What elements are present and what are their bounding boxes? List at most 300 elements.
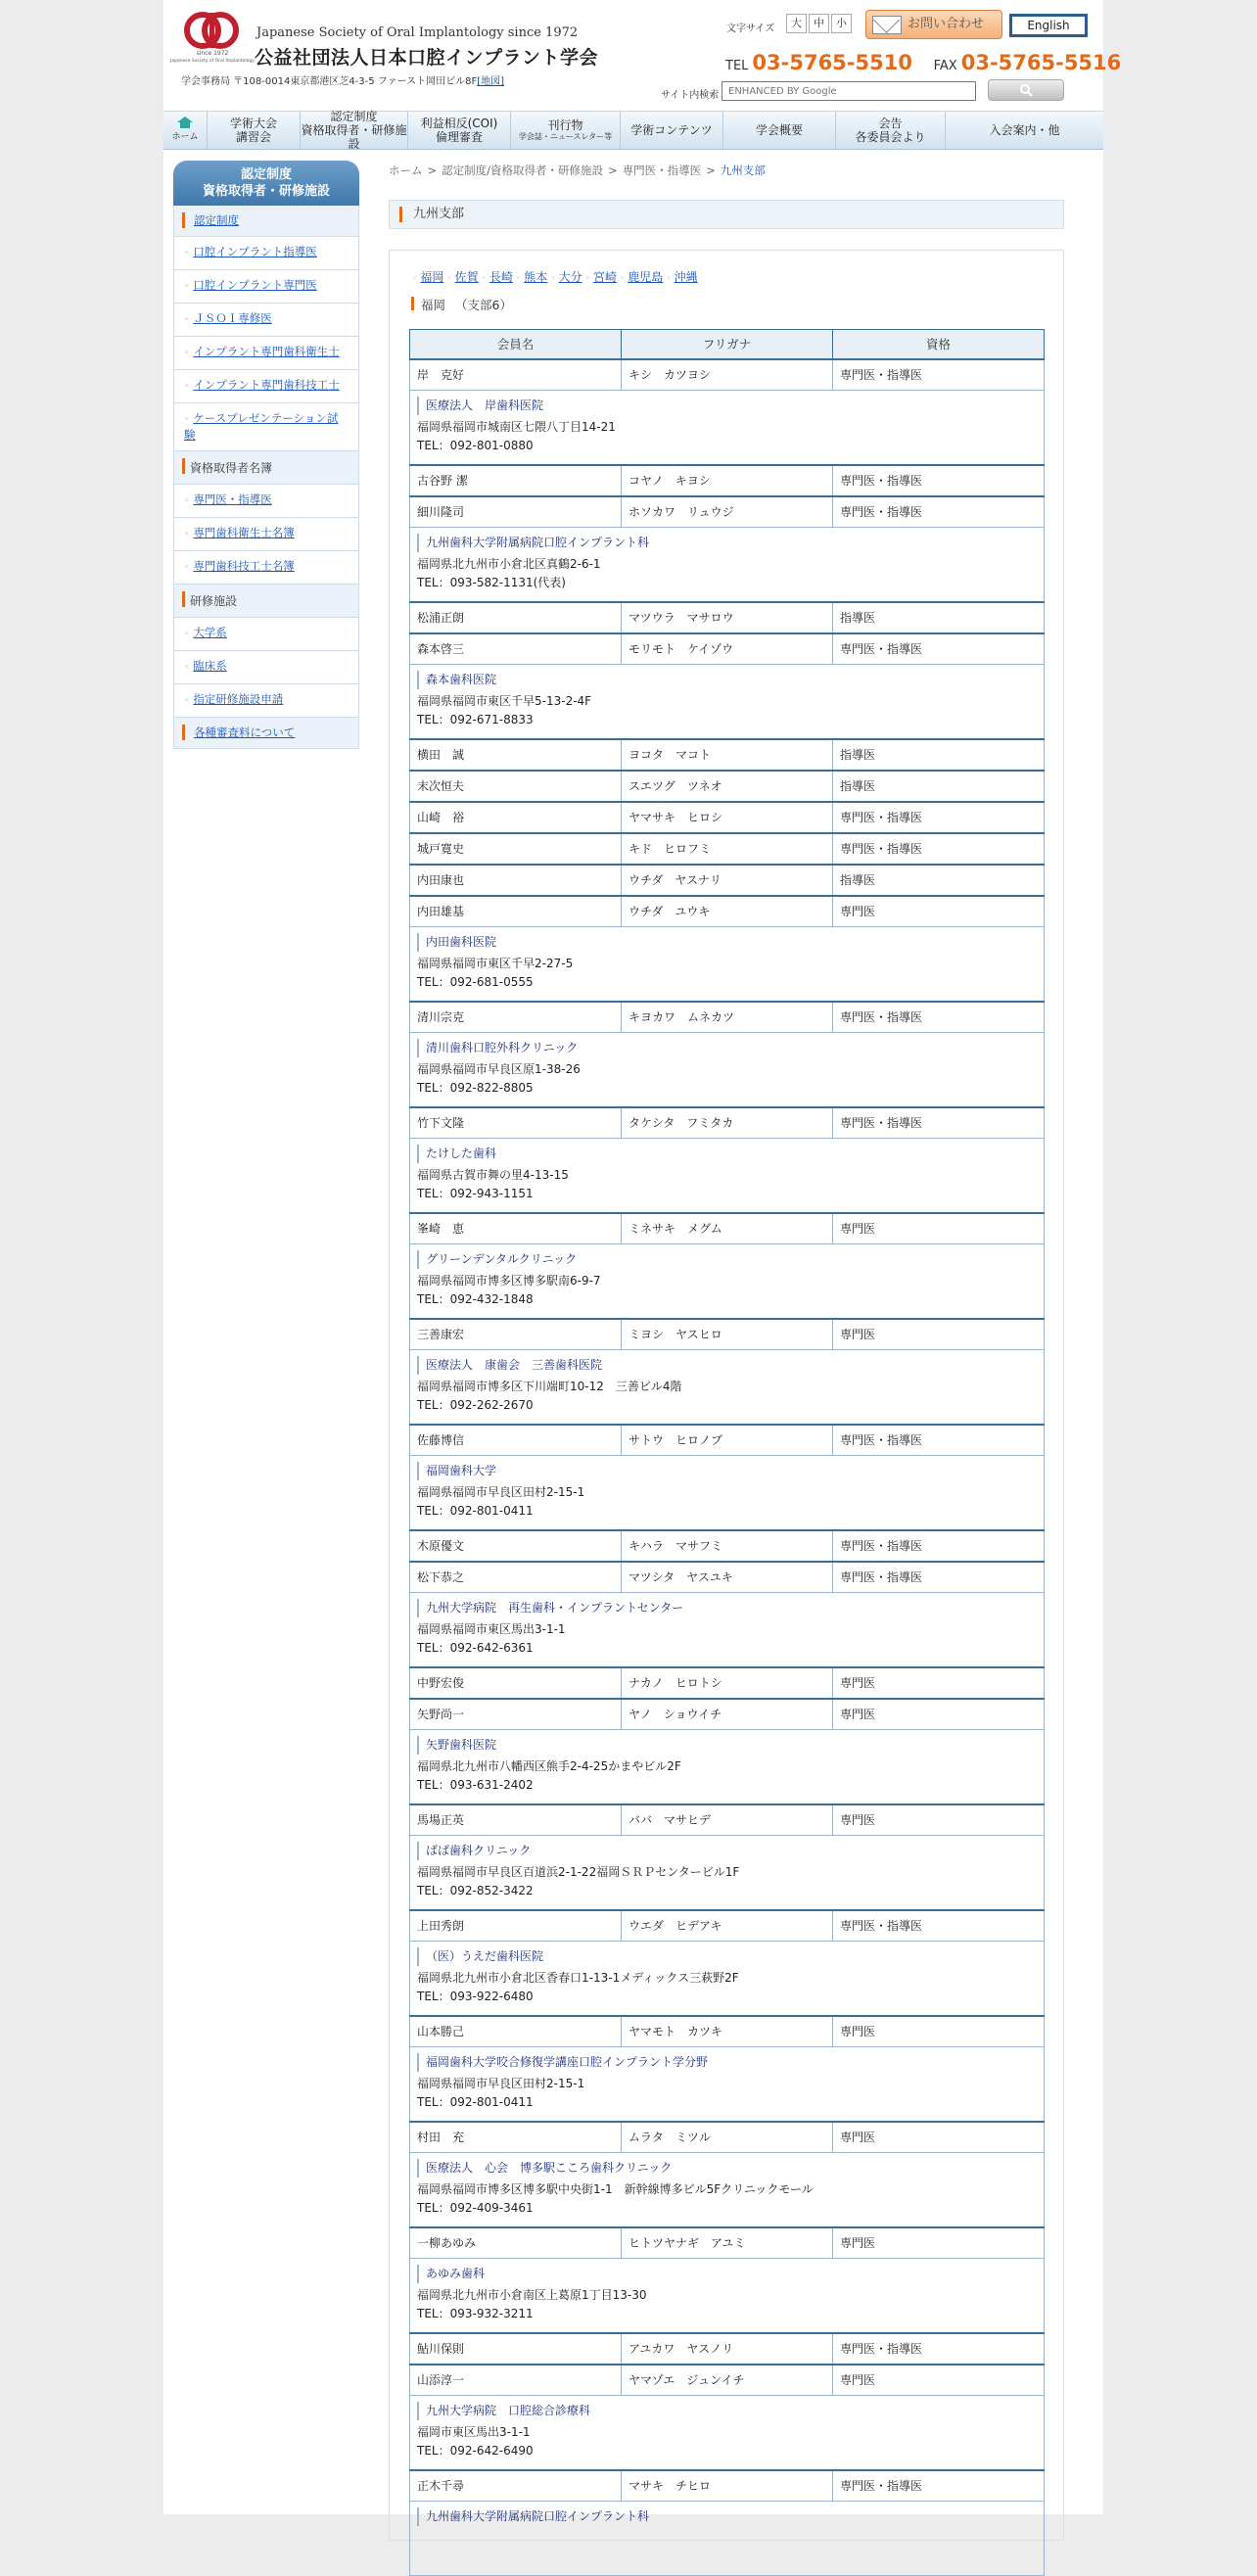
member-kana-cell: キヨカワ ムネカツ (622, 1002, 833, 1033)
member-kana-cell: ヤマモト カツキ (622, 2016, 833, 2047)
member-qualification-cell: 指導医 (833, 865, 1045, 896)
nav-sublabel: 学会誌・ニュースレター等 (518, 132, 613, 141)
sidebar-item-label: 大学系 (193, 626, 227, 639)
map-link[interactable]: [地図] (477, 76, 505, 87)
prefecture-link[interactable]: 熊本 (524, 270, 548, 284)
member-qualification-cell: 専門医 (833, 1804, 1045, 1836)
sidebar (173, 161, 359, 749)
members-table-body (410, 359, 1045, 2576)
member-name-cell: 正木千尋 (410, 2470, 622, 2502)
member-name-cell: 木原優文 (410, 1530, 622, 1562)
sidebar-item-label: 指定研修施設申請 (193, 692, 284, 706)
member-qualification-cell: 専門医・指導医 (833, 1002, 1045, 1033)
column-header-kana: フリガナ (622, 330, 833, 359)
member-qualification-cell: 専門医・指導医 (833, 802, 1045, 833)
member-kana-cell: アユカワ ヤスノリ (622, 2333, 833, 2365)
breadcrumb-specialist[interactable]: 専門医・指導医 (622, 164, 702, 177)
clinic-row (410, 1033, 1045, 1107)
search-button[interactable] (988, 79, 1064, 101)
member-name-cell: 松下恭之 (410, 1562, 622, 1593)
members-table (409, 329, 1045, 2576)
tel-number: 03-5765-5510 (752, 51, 912, 74)
prefecture-links (409, 268, 698, 285)
clinic-name: 九州大学病院 口腔総合診療科 (417, 2402, 1037, 2420)
clinic-name: 内田歯科医院 (417, 933, 1037, 952)
english-button[interactable]: English (1009, 14, 1088, 37)
breadcrumb-current: 九州支部 (720, 164, 766, 177)
phone-fax-line (725, 51, 1121, 74)
member-kana-cell: ムラタ ミツル (622, 2122, 833, 2153)
bullet-icon: ◦ (550, 274, 556, 284)
sidebar-item-hygienist[interactable]: ◦ インプラント専門歯科衛生士 (173, 337, 359, 370)
clinic-row (410, 665, 1045, 739)
table-row (410, 1699, 1045, 1730)
clinic-row (410, 2396, 1045, 2470)
member-kana-cell: ババ マサヒデ (622, 1804, 833, 1836)
logo-japanese-text[interactable]: 公益社団法人日本口腔インプラント学会 (255, 47, 599, 69)
prefecture-link[interactable]: 沖縄 (674, 270, 698, 284)
table-row (410, 2016, 1045, 2047)
table-row (410, 1002, 1045, 1033)
member-qualification-cell: 専門医・指導医 (833, 1425, 1045, 1456)
contact-button[interactable] (865, 10, 1002, 39)
nav-label: 学術コンテンツ (630, 123, 713, 137)
clinic-cell (410, 1139, 1045, 1213)
clinic-cell (410, 2047, 1045, 2122)
member-kana-cell: キド ヒロフミ (622, 833, 833, 865)
sidebar-section-facilities: 研修施設 (173, 585, 359, 618)
clinic-cell (410, 1593, 1045, 1667)
member-qualification-cell: 専門医・指導医 (833, 359, 1045, 391)
column-header-qualification: 資格 (833, 330, 1045, 359)
member-kana-cell: ヤマゾエ ジュンイチ (622, 2365, 833, 2396)
clinic-row (410, 2047, 1045, 2122)
member-qualification-cell: 専門医・指導医 (833, 1910, 1045, 1942)
clinic-addr: 福岡県福岡市早良区田村2-15-1 (417, 1485, 585, 1499)
clinic-row (410, 1139, 1045, 1213)
member-kana-cell: ウチダ ヤスナリ (622, 865, 833, 896)
table-row (410, 1910, 1045, 1942)
clinic-addr: 福岡県古賀市舞の里4-13-15 (417, 1168, 569, 1182)
bullet-icon: ◦ (619, 274, 626, 284)
table-header-row (410, 330, 1045, 359)
nav-about[interactable] (723, 112, 836, 149)
site-header (163, 0, 1122, 111)
sidebar-item-label: インプラント専門歯科技工士 (193, 378, 340, 392)
table-row (410, 2470, 1045, 2502)
nav-academic-meetings[interactable] (208, 112, 301, 149)
member-kana-cell: ホソカワ リュウジ (622, 496, 833, 528)
member-kana-cell: ヒトツヤナギ アユミ (622, 2227, 833, 2259)
logo-english-text: Japanese Society of Oral Implantology since 1972 (256, 25, 579, 40)
member-name-cell: 横田 誠 (410, 739, 622, 771)
member-name-cell: 内田康也 (410, 865, 622, 896)
font-size-small-button[interactable]: 小 (831, 14, 852, 33)
member-name-cell: 岸 克好 (410, 359, 622, 391)
search-label: サイト内検索 (661, 90, 720, 101)
table-row (410, 2365, 1045, 2396)
member-kana-cell: ウエダ ヒデアキ (622, 1910, 833, 1942)
page (163, 0, 1122, 2523)
member-qualification-cell: 専門医・指導医 (833, 833, 1045, 865)
clinic-cell (410, 927, 1045, 1002)
sidebar-item-technician[interactable]: ◦ インプラント専門歯科技工士 (173, 370, 359, 403)
clinic-tel: TEL：093-922-6480 (417, 1990, 534, 2003)
member-qualification-cell: 専門医 (833, 1213, 1045, 1244)
member-qualification-cell: 指導医 (833, 739, 1045, 771)
clinic-row (410, 1593, 1045, 1667)
clinic-row (410, 1350, 1045, 1425)
clinic-addr: 福岡県福岡市城南区七隈八丁目14-21 (417, 420, 616, 434)
nav-label: 学術大会 (229, 117, 277, 130)
clinic-cell (410, 2396, 1045, 2470)
jsoi-logo-icon[interactable] (170, 6, 255, 69)
font-size-medium-button[interactable]: 中 (809, 14, 829, 33)
member-qualification-cell: 専門医・指導医 (833, 465, 1045, 496)
sidebar-section-qualified: 資格取得者名簿 (173, 451, 359, 485)
clinic-name: 医療法人 康歯会 三善歯科医院 (417, 1356, 1037, 1375)
svg-text:since 1972: since 1972 (196, 50, 229, 57)
member-qualification-cell: 専門医・指導医 (833, 1562, 1045, 1593)
clinic-tel: TEL：092-801-0411 (417, 1504, 534, 1518)
clinic-cell (410, 391, 1045, 465)
table-row (410, 896, 1045, 927)
clinic-addr: 福岡県福岡市早良区百道浜2-1-22福岡ＳＲＰセンタービル1F (417, 1865, 740, 1879)
clinic-tel: TEL：092-681-0555 (417, 975, 534, 989)
sidebar-item-instructor[interactable]: ◦ 口腔インプラント指導医 (173, 237, 359, 270)
member-kana-cell: サトウ ヒロノブ (622, 1425, 833, 1456)
breadcrumb-certification[interactable]: 認定制度/資格取得者・研修施設 (442, 164, 604, 177)
nav-label: 資格取得者・研修施設 (301, 123, 407, 151)
clinic-cell (410, 1350, 1045, 1425)
table-row (410, 771, 1045, 802)
member-name-cell: 山崎 裕 (410, 802, 622, 833)
nav-coi-ethics[interactable] (408, 112, 511, 149)
sidebar-item-university[interactable]: ◦ 大学系 (173, 618, 359, 651)
clinic-tel: TEL：093-582-1131(代表) (417, 576, 566, 589)
nav-label: 倫理審査 (435, 130, 483, 144)
member-qualification-cell: 専門医 (833, 896, 1045, 927)
member-kana-cell: キシ カツヨシ (622, 359, 833, 391)
member-qualification-cell: 専門医 (833, 2016, 1045, 2047)
contact-label: お問い合わせ (908, 17, 985, 31)
font-size-large-button[interactable]: 大 (786, 14, 807, 33)
clinic-name: 医療法人 岸歯科医院 (417, 397, 1037, 415)
clinic-name: 九州大学病院 再生歯科・インプラントセンター (417, 1599, 1037, 1617)
clinic-addr: 福岡県福岡市東区千早5-13-2-4F (417, 694, 592, 708)
clinic-cell (410, 1836, 1045, 1910)
nav-membership[interactable] (946, 112, 1103, 149)
member-name-cell: 松浦正朗 (410, 602, 622, 633)
clinic-cell (410, 1456, 1045, 1530)
member-qualification-cell: 専門医 (833, 1667, 1045, 1699)
sidebar-item-clinical[interactable]: ◦ 臨床系 (173, 651, 359, 684)
member-name-cell: 山添淳一 (410, 2365, 622, 2396)
clinic-row (410, 2502, 1045, 2576)
clinic-addr: 福岡県福岡市博多区博多駅南6-9-7 (417, 1274, 601, 1288)
member-qualification-cell: 専門医 (833, 1319, 1045, 1350)
clinic-tel: TEL：092-432-1848 (417, 1292, 534, 1306)
table-row (410, 2122, 1045, 2153)
nav-label: 利益相反(COI) (420, 117, 498, 130)
clinic-cell (410, 2153, 1045, 2227)
table-row (410, 633, 1045, 665)
table-row (410, 1213, 1045, 1244)
prefecture-link[interactable]: 大分 (558, 270, 582, 284)
prefecture-link[interactable]: 鹿児島 (628, 270, 664, 284)
table-row (410, 465, 1045, 496)
clinic-row (410, 1836, 1045, 1910)
member-name-cell: 村田 充 (410, 2122, 622, 2153)
member-kana-cell: モリモト ケイゾウ (622, 633, 833, 665)
clinic-tel: TEL：092-642-6361 (417, 1641, 534, 1655)
member-name-cell: 峯崎 恵 (410, 1213, 622, 1244)
table-row (410, 1319, 1045, 1350)
clinic-cell (410, 2259, 1045, 2333)
clinic-row (410, 927, 1045, 1002)
clinic-row (410, 2259, 1045, 2333)
clinic-cell (410, 1244, 1045, 1319)
table-row (410, 739, 1045, 771)
member-kana-cell: マツシタ ヤスユキ (622, 1562, 833, 1593)
member-name-cell: 古谷野 潔 (410, 465, 622, 496)
clinic-tel: TEL：093-932-3211 (417, 2307, 534, 2320)
sidebar-item-technician-list[interactable]: ◦ 専門歯科技工士名簿 (173, 551, 359, 585)
clinic-tel: TEL：093-631-2402 (417, 1778, 534, 1792)
member-kana-cell: ナカノ ヒロトシ (622, 1667, 833, 1699)
member-qualification-cell: 指導医 (833, 771, 1045, 802)
clinic-row (410, 2153, 1045, 2227)
member-name-cell: 末次恒夫 (410, 771, 622, 802)
sidebar-item-label: 口腔インプラント指導医 (193, 245, 317, 258)
office-address-text: 学会事務局 〒108-0014東京都港区芝4-3-5 ファースト岡田ビル8F (181, 76, 478, 87)
clinic-tel: TEL：092-822-8805 (417, 1081, 534, 1095)
member-qualification-cell: 指導医 (833, 602, 1045, 633)
content-box (389, 250, 1064, 2541)
clinic-tel: TEL：092-852-3422 (417, 1884, 534, 1897)
member-qualification-cell: 専門医・指導医 (833, 1530, 1045, 1562)
font-size-label: 文字サイズ (726, 23, 775, 34)
member-name-cell: 矢野尚一 (410, 1699, 622, 1730)
bullet-icon: ◦ (481, 274, 487, 284)
clinic-addr: 福岡県福岡市早良区田村2-15-1 (417, 2077, 585, 2090)
table-row (410, 833, 1045, 865)
clinic-addr: 福岡県福岡市早良区原1-38-26 (417, 1062, 581, 1076)
clinic-cell (410, 528, 1045, 602)
branch-count: （支部6） (455, 298, 512, 312)
table-row (410, 1530, 1045, 1562)
table-row (410, 865, 1045, 896)
sidebar-item-specialist[interactable]: ◦ 口腔インプラント専門医 (173, 270, 359, 304)
clinic-name: 福岡歯科大学 (417, 1462, 1037, 1480)
sidebar-item-hygienist-list[interactable]: ◦ 専門歯科衛生士名簿 (173, 518, 359, 551)
clinic-row (410, 528, 1045, 602)
prefecture-link[interactable]: 長崎 (489, 270, 513, 284)
clinic-row (410, 1244, 1045, 1319)
table-row (410, 1107, 1045, 1139)
table-row (410, 1425, 1045, 1456)
sidebar-title-line: 認定制度 (240, 167, 292, 182)
breadcrumb-home[interactable]: ホーム (389, 164, 423, 177)
bullet-icon: ◦ (515, 274, 522, 284)
sidebar-item-label: 専門歯科技工士名簿 (193, 559, 295, 573)
clinic-tel: TEL：092-671-8833 (417, 713, 534, 726)
nav-label: 各委員会より (855, 130, 926, 144)
table-row (410, 2227, 1045, 2259)
bullet-icon: ◦ (666, 274, 672, 284)
clinic-addr: 福岡県北九州市八幡西区熊手2-4-25かまやビル2F (417, 1759, 681, 1773)
clinic-name: グリーンデンタルクリニック (417, 1250, 1037, 1269)
clinic-row (410, 1456, 1045, 1530)
fax-label: FAX (933, 59, 957, 73)
clinic-name: あゆみ歯科 (417, 2265, 1037, 2283)
clinic-name: 清川歯科口腔外科クリニック (417, 1039, 1037, 1057)
sidebar-title (173, 161, 359, 206)
sidebar-item-label: 口腔インプラント専門医 (193, 278, 317, 292)
member-name-cell: 馬場正英 (410, 1804, 622, 1836)
clinic-row (410, 391, 1045, 465)
member-name-cell: 森本啓三 (410, 633, 622, 665)
clinic-tel: TEL：092-801-0411 (417, 2095, 534, 2109)
clinic-cell (410, 1942, 1045, 2016)
clinic-tel: TEL：092-262-2670 (417, 1398, 534, 1412)
member-kana-cell: ヤマサキ ヒロシ (622, 802, 833, 833)
table-row (410, 802, 1045, 833)
sidebar-item-facility-application[interactable]: ◦ 指定研修施設申請 (173, 684, 359, 718)
member-name-cell: 佐藤博信 (410, 1425, 622, 1456)
clinic-cell (410, 665, 1045, 739)
nav-academic-contents[interactable] (621, 112, 723, 149)
home-icon (177, 117, 193, 128)
member-name-cell: 中野宏俊 (410, 1667, 622, 1699)
member-name-cell: 内田雄基 (410, 896, 622, 927)
nav-label: 講習会 (235, 130, 271, 144)
clinic-cell (410, 2502, 1045, 2576)
table-row (410, 1562, 1045, 1593)
clinic-addr: 福岡県北九州市小倉北区香春口1-13-1メディックス三萩野2F (417, 1971, 739, 1985)
member-name-cell: 上田秀朗 (410, 1910, 622, 1942)
sidebar-item-label: 臨床系 (193, 659, 227, 673)
member-kana-cell: ミヨシ ヤスヒロ (622, 1319, 833, 1350)
tel-label: TEL (725, 59, 749, 73)
clinic-tel: TEL：092-409-3461 (417, 2201, 534, 2215)
clinic-name: たけした歯科 (417, 1145, 1037, 1163)
member-name-cell: 鮎川保則 (410, 2333, 622, 2365)
member-name-cell: 三善康宏 (410, 1319, 622, 1350)
search-icon (1019, 83, 1033, 97)
bullet-icon: ◦ (412, 274, 418, 284)
clinic-addr: 福岡県福岡市東区千早2-27-5 (417, 957, 574, 970)
global-nav (163, 111, 1103, 150)
site-search-input[interactable] (722, 81, 976, 101)
member-kana-cell: キハラ マサフミ (622, 1530, 833, 1562)
page-title: 九州支部 (389, 200, 1064, 229)
breadcrumb: ホーム > 認定制度/資格取得者・研修施設 > 専門医・指導医 > 九州支部 (389, 164, 766, 177)
clinic-name: 矢野歯科医院 (417, 1736, 1037, 1755)
clinic-tel: TEL：092-943-1151 (417, 1187, 534, 1200)
sidebar-item-case-presentation[interactable]: ◦ ケースプレゼンテーション試験 (173, 403, 359, 451)
bullet-icon: ◦ (446, 274, 452, 284)
member-kana-cell: ミネサキ メグム (622, 1213, 833, 1244)
branch-name: 福岡 (421, 298, 446, 312)
clinic-name: 福岡歯科大学咬合修復学講座口腔インプラント学分野 (417, 2053, 1037, 2072)
clinic-name: 森本歯科医院 (417, 671, 1037, 689)
member-kana-cell: マツウラ マサロウ (622, 602, 833, 633)
sidebar-title-line: 資格取得者・研修施設 (202, 184, 330, 199)
logo-small-text: Japanese Society of Oral Implantology (170, 59, 255, 64)
clinic-addr: 福岡県福岡市博多区下川端町10-12 三善ビル4階 (417, 1380, 682, 1393)
sidebar-item-jsoi-trainee[interactable]: ◦ ＪＳＯＩ専修医 (173, 304, 359, 337)
sidebar-item-label: 専門医・指導医 (193, 492, 272, 506)
fax-number: 03-5765-5516 (960, 51, 1122, 74)
clinic-name: 九州歯科大学附属病院口腔インプラント科 (417, 2507, 1037, 2526)
prefecture-link[interactable]: 佐賀 (454, 270, 479, 284)
member-name-cell: 竹下文隆 (410, 1107, 622, 1139)
nav-label: 会告 (878, 117, 903, 130)
nav-label: 認定制度 (330, 110, 378, 123)
prefecture-link[interactable]: 福岡 (420, 270, 444, 284)
mail-icon (872, 16, 902, 34)
clinic-addr: 福岡県北九州市小倉南区上葛原1丁目13-30 (417, 2288, 647, 2302)
bullet-icon: ◦ (584, 274, 590, 284)
member-name-cell: 細川隆司 (410, 496, 622, 528)
table-row (410, 2333, 1045, 2365)
nav-publications[interactable] (511, 112, 621, 149)
nav-label: 刊行物 (547, 118, 583, 132)
sidebar-item-label: ケースプレゼンテーション試験 (184, 411, 339, 442)
member-qualification-cell: 専門医 (833, 1699, 1045, 1730)
table-row (410, 1667, 1045, 1699)
branch-heading (409, 296, 512, 313)
member-name-cell: 一柳あゆみ (410, 2227, 622, 2259)
column-header-name: 会員名 (410, 330, 622, 359)
member-kana-cell: スエツグ ツネオ (622, 771, 833, 802)
clinic-addr: 福岡県福岡市東区馬出3-1-1 (417, 1622, 566, 1636)
member-kana-cell: ウチダ ユウキ (622, 896, 833, 927)
sidebar-item-label: インプラント専門歯科衛生士 (193, 345, 340, 358)
member-qualification-cell: 専門医・指導医 (833, 2470, 1045, 2502)
member-qualification-cell: 専門医・指導医 (833, 496, 1045, 528)
clinic-row (410, 1730, 1045, 1804)
sidebar-item-specialist-list[interactable]: ◦ 専門医・指導医 (173, 485, 359, 518)
clinic-cell (410, 1033, 1045, 1107)
prefecture-link[interactable]: 宮崎 (592, 270, 617, 284)
clinic-name: （医）うえだ歯科医院 (417, 1947, 1037, 1966)
member-kana-cell: ヤノ ショウイチ (622, 1699, 833, 1730)
nav-home-label: ホーム (171, 132, 199, 142)
member-qualification-cell: 専門医・指導医 (833, 633, 1045, 665)
member-qualification-cell: 専門医・指導医 (833, 2333, 1045, 2365)
member-qualification-cell: 専門医 (833, 2365, 1045, 2396)
clinic-row (410, 1942, 1045, 2016)
sidebar-item-certification[interactable]: 認定制度 (173, 206, 359, 237)
nav-home[interactable] (163, 112, 208, 149)
nav-certification[interactable] (301, 112, 408, 149)
member-name-cell: 山本勝己 (410, 2016, 622, 2047)
member-kana-cell: マサキ チヒロ (622, 2470, 833, 2502)
nav-announcements[interactable] (836, 112, 946, 149)
clinic-cell (410, 1730, 1045, 1804)
member-qualification-cell: 専門医 (833, 2122, 1045, 2153)
clinic-name: 医療法人 心会 博多駅こころ歯科クリニック (417, 2159, 1037, 2178)
member-qualification-cell: 専門医 (833, 2227, 1045, 2259)
member-name-cell: 城戸寛史 (410, 833, 622, 865)
sidebar-item-fees[interactable]: 各種審査料について (173, 718, 359, 749)
table-row (410, 1804, 1045, 1836)
sidebar-item-label: 専門歯科衛生士名簿 (193, 526, 295, 539)
member-kana-cell: タケシタ フミタカ (622, 1107, 833, 1139)
clinic-tel: TEL：092-801-0880 (417, 439, 534, 452)
